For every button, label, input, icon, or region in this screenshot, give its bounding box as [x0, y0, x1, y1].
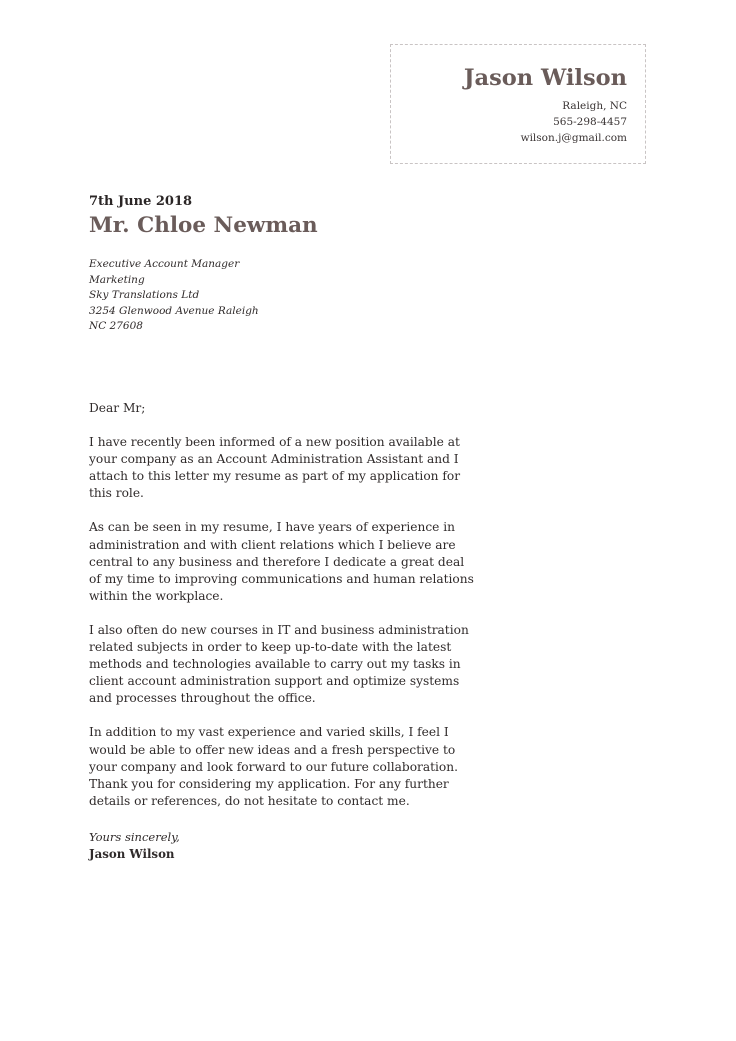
recipient-title: Executive Account Manager	[89, 258, 240, 270]
recipient-department: Marketing	[89, 273, 145, 286]
body-paragraph: In addition to my vast experience and varied skills, I feel I would be able to offer new ideas and a fresh perspective to your company and look forward to our future collaboration. Thank you for considering my application. For any further details or references, do not hesitate to contact me.	[89, 725, 458, 808]
recipient-address-line2: NC 27608	[89, 320, 143, 333]
salutation: Dear Mr;	[89, 401, 146, 415]
closing-block	[89, 829, 180, 863]
body-paragraph: I have recently been informed of a new position available at your company as an Account Administration Assistant and I attach to this letter my resume as part of my application for this role.	[89, 435, 461, 501]
letter-body	[89, 400, 475, 827]
body-paragraph: I also often do new courses in IT and business administration related subjects in order to keep up-to-date with the latest methods and technologies available to carry out my tasks in client account administration support and optimize systems and processes throughout the office.	[89, 622, 469, 706]
recipient-company: Sky Translations Ltd	[89, 289, 200, 302]
body-paragraph: As can be seen in my resume, I have years of experience in administration and with client relations which I believe are central to any business and therefore I dedicate a great deal of my time to improving communications and human relations within the workplace.	[89, 520, 474, 603]
sender-email: wilson.j@gmail.com	[520, 132, 627, 144]
sender-contact-box	[390, 44, 646, 164]
signature-name: Jason Wilson	[89, 847, 175, 861]
recipient-address-block	[89, 257, 259, 335]
sender-name: Jason Wilson	[463, 65, 627, 91]
recipient-address-line1: 3254 Glenwood Avenue Raleigh	[89, 304, 259, 317]
letter-date: 7th June 2018	[89, 194, 193, 209]
sender-phone: 565-298-4457	[553, 116, 627, 128]
closing-phrase: Yours sincerely,	[89, 830, 180, 844]
sender-location: Raleigh, NC	[562, 100, 627, 112]
recipient-name: Mr. Chloe Newman	[89, 213, 318, 238]
